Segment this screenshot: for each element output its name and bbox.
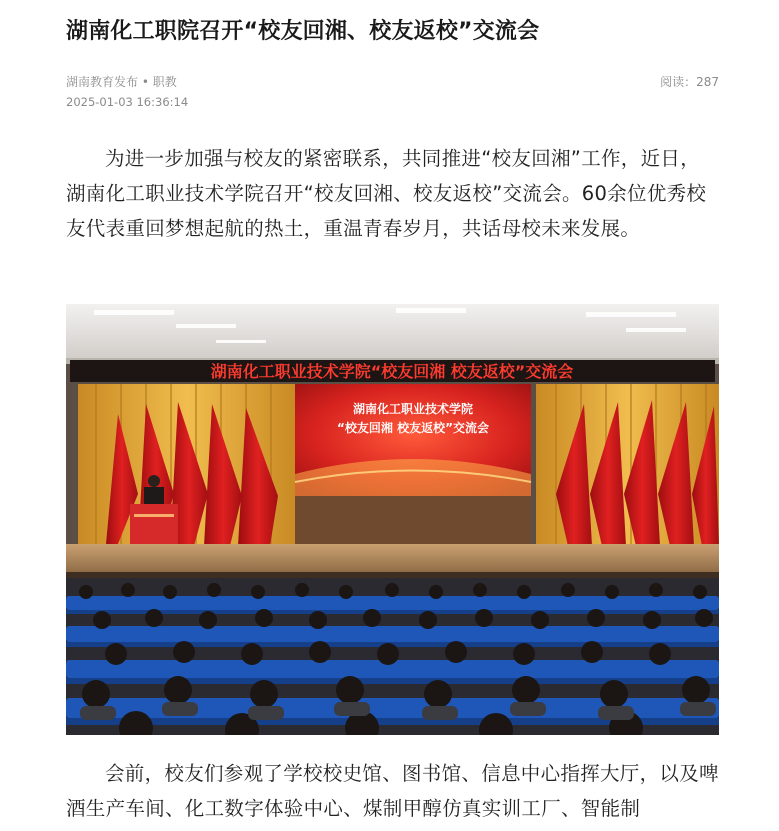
paragraph-intro: 为进一步加强与校友的紧密联系，共同推进“校友回湘”工作，近日，湖南化工职业技术学院召开“校友回湘、校友返校”交流会。60余位优秀校友代表重回梦想起航的热土，重温青春岁月，共话母校未来发展。	[66, 147, 707, 240]
publish-time: 2025-01-03 16:36:14	[66, 95, 189, 109]
article-source[interactable]: 湖南教育发布 • 职教	[66, 75, 177, 89]
article-meta	[66, 72, 719, 112]
screen-line-2: “校友回湘 校友返校”交流会	[337, 421, 489, 435]
view-count-label: 阅读：	[660, 75, 697, 89]
view-count	[660, 72, 719, 92]
podium	[130, 504, 178, 546]
stage-floor	[66, 544, 719, 574]
meeting-photo-illustration	[66, 304, 719, 735]
view-count-value: 287	[696, 75, 719, 89]
article-photo	[66, 304, 719, 735]
screen-line-1: 湖南化工职业技术学院	[352, 402, 474, 416]
paragraph-visit: 会前，校友们参观了学校校史馆、图书馆、信息中心指挥大厅，以及啤酒生产车间、化工数字体验中心、煤制甲醇仿真实训工厂、智能制	[66, 762, 719, 820]
article-title: 湖南化工职院召开“校友回湘、校友返校”交流会	[66, 19, 540, 44]
led-banner-text: 湖南化工职业技术学院“校友回湘 校友返校”交流会	[210, 362, 574, 381]
